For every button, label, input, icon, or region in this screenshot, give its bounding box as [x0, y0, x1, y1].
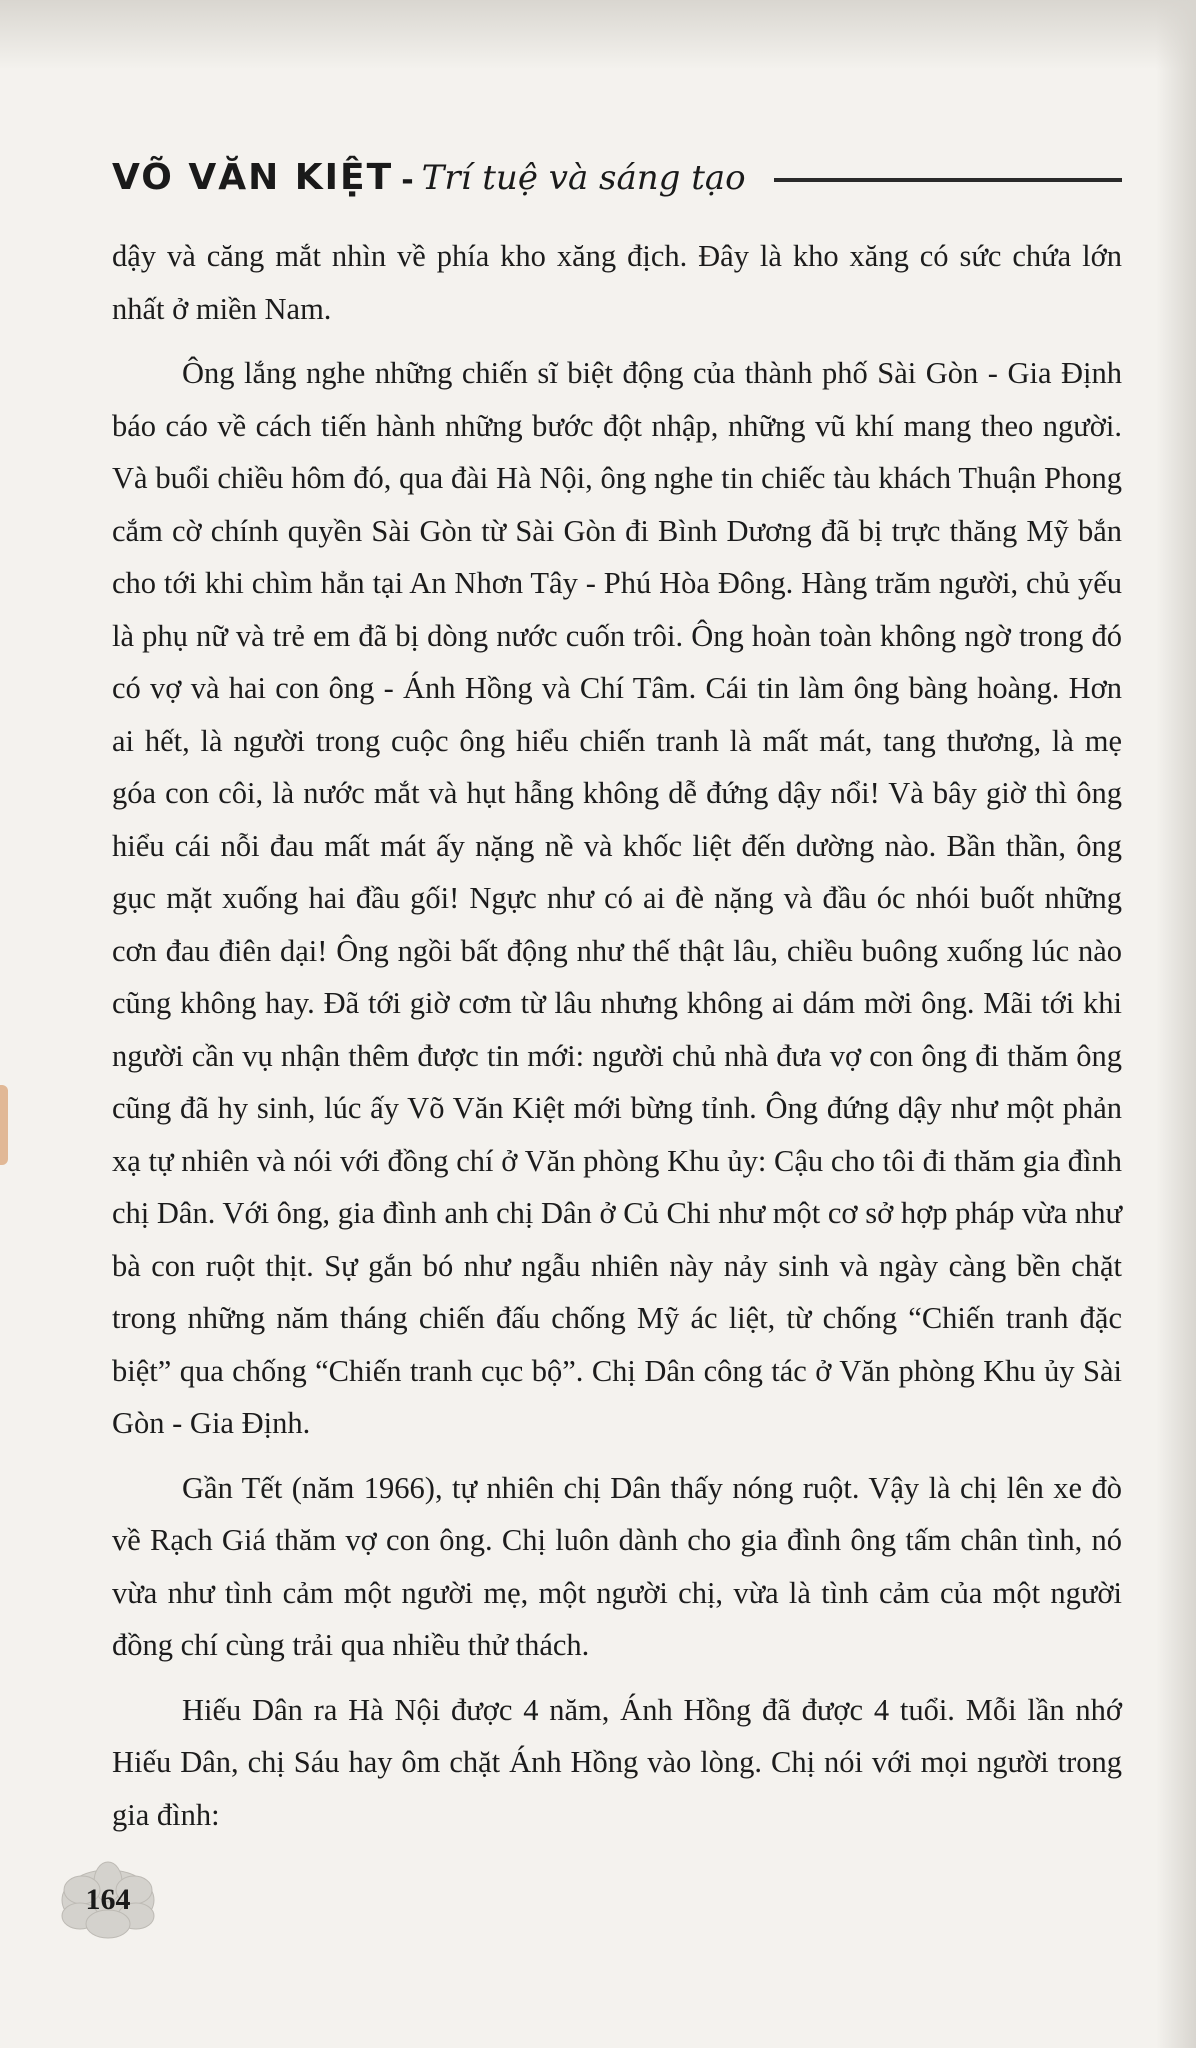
paragraph: Ông lắng nghe những chiến sĩ biệt động của thành phố Sài Gòn - Gia Định báo cáo về cách tiến hành những bước đột nhập, những vũ khí mang theo người. Và buổi chiều hôm đó, qua đài Hà Nội, ông nghe tin chiếc tàu khách Thuận Phong cắm cờ chính quyền Sài Gòn từ Sài Gòn đi Bình Dương đã bị trực thăng Mỹ bắn cho tới khi chìm hẳn tại An Nhơn Tây - Phú Hòa Đông. Hàng trăm người, chủ yếu là phụ nữ và trẻ em đã bị dòng nước cuốn trôi. Ông hoàn toàn không ngờ trong đó có vợ và hai con ông - Ánh Hồng và Chí Tâm. Cái tin làm ông bàng hoàng. Hơn ai hết, là người trong cuộc ông hiểu chiến tranh là mất mát, tang thương, là mẹ góa con côi, là nước mắt và hụt hẫng không dễ đứng dậy nổi! Và bây giờ thì ông hiểu cái nỗi đau mất mát ấy nặng nề và khốc liệt đến dường nào. Bần thần, ông gục mặt xuống hai đầu gối! Ngực như có ai đè nặng và đầu óc nhói buốt những cơn đau điên dại! Ông ngồi bất động như thế thật lâu, chiều buông xuống lúc nào cũng không hay. Đã tới giờ cơm từ lâu nhưng không ai dám mời ông. Mãi tới khi người cần vụ nhận thêm được tin mới: người chủ nhà đưa vợ con ông đi thăm ông cũng đã hy sinh, lúc ấy Võ Văn Kiệt mới bừng tỉnh. Ông đứng dậy như một phản xạ tự nhiên và nói với đồng chí ở Văn phòng Khu ủy: Cậu cho tôi đi thăm gia đình chị Dân. Với ông, gia đình anh chị Dân ở Củ Chi như một cơ sở hợp pháp vừa như bà con ruột thịt. Sự gắn bó như ngẫu nhiên này nảy sinh và ngày càng bền chặt trong những năm tháng chiến đấu chống Mỹ ác liệt, từ chống “Chiến tranh đặc biệt” qua chống “Chiến tranh cục bộ”. Chị Dân công tác ở Văn phòng Khu ủy Sài Gòn - Gia Định. — [112, 356, 1122, 1440]
paragraph: dậy và căng mắt nhìn về phía kho xăng địch. Đây là kho xăng có sức chứa lớn nhất ở miền Nam. — [112, 239, 1122, 326]
book-subtitle: Trí tuệ và sáng tạo — [421, 158, 746, 198]
page-number: 164 — [85, 1883, 131, 1916]
running-header — [112, 138, 1122, 198]
paragraph: Hiếu Dân ra Hà Nội được 4 năm, Ánh Hồng đã được 4 tuổi. Mỗi lần nhớ Hiếu Dân, chị Sáu hay ôm chặt Ánh Hồng vào lòng. Chị nói với mọi người trong gia đình: — [112, 1692, 1122, 1832]
page-shadow-right — [1156, 0, 1196, 2048]
body-text — [112, 230, 1122, 1853]
header-separator: - — [401, 163, 414, 198]
header-rule — [774, 178, 1122, 182]
page-edge-mark — [0, 1085, 8, 1165]
page-number-badge — [58, 1860, 158, 1940]
paragraph: Gần Tết (năm 1966), tự nhiên chị Dân thấy nóng ruột. Vậy là chị lên xe đò về Rạch Giá thăm vợ con ông. Chị luôn dành cho gia đình ông tấm chân tình, nó vừa như tình cảm một người mẹ, một người chị, vừa là tình cảm của một người đồng chí cùng trải qua nhiều thử thách. — [112, 1470, 1122, 1662]
page-shadow-top — [0, 0, 1196, 70]
book-title: VÕ VĂN KIỆT — [112, 157, 394, 198]
